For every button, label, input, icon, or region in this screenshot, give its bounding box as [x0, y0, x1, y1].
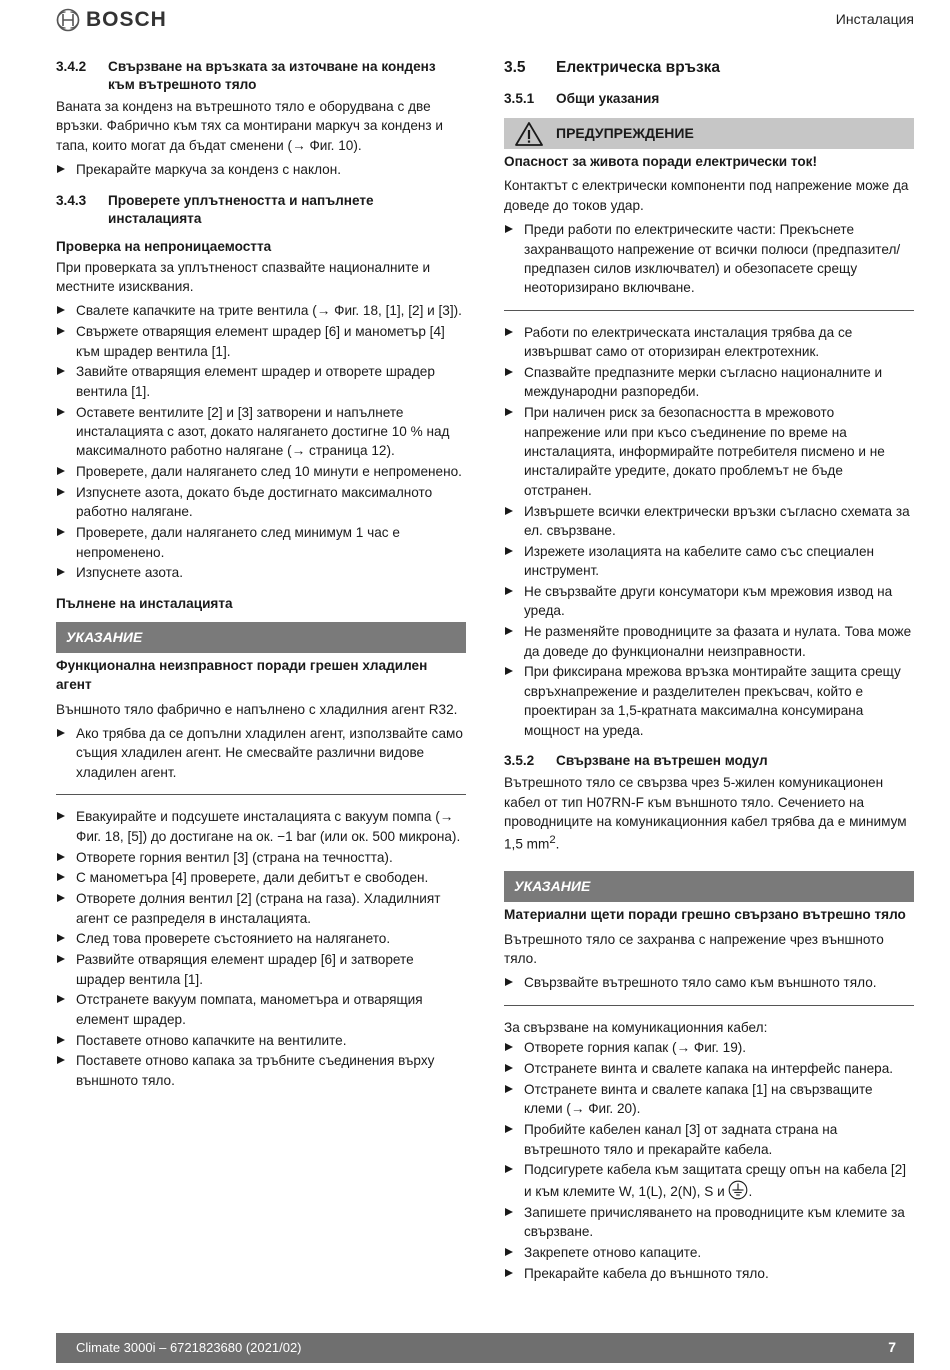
subheading-leak-test: Проверка на непроницаемостта [56, 238, 272, 254]
document-id: Climate 3000i – 6721823680 (2021/02) [76, 1340, 302, 1356]
list-item: Свържете отварящия елемент шрадер [6] и манометър [4] към шрадер вентила [1]. [56, 322, 466, 361]
list-item: Поставете отново капака за тръбните съединения върху външното тяло. [56, 1051, 466, 1090]
paragraph: Вътрешното тяло се захранва с напрежение чрез външното тяло. [504, 931, 884, 967]
list-item: Свалете капачките на трите вентила (→ Фиг. 18, [1], [2] и [3]). [56, 301, 466, 320]
right-column [504, 58, 914, 1288]
list-item: Отворете долния вентил [2] (страна на газа). Хладилният агент се разпределя в инсталацията. [56, 889, 466, 928]
list-item: Прекарайте кабела до външното тяло. [504, 1264, 914, 1283]
list-item: Поставете отново капачките на вентилите. [56, 1031, 466, 1050]
list-item: Изпуснете азота, докато бъде достигнато максималното работно налягане. [56, 483, 466, 522]
subheading-filling: Пълнене на инсталацията [56, 595, 233, 611]
section-title: Свързване на връзката за източване на конденз към вътрешното тяло [108, 59, 436, 92]
warning-triangle-icon [514, 121, 544, 147]
list-item: Запишете причисляването на проводниците към клемите за свързване. [504, 1203, 914, 1242]
list-item: Изпуснете азота. [56, 563, 466, 582]
step-list [504, 973, 914, 992]
brand-name: BOSCH [86, 8, 167, 32]
section-title: Електрическа връзка [556, 59, 721, 76]
section-title: Общи указания [556, 91, 660, 106]
list-item: При фиксирана мрежова връзка монтирайте защита срещу свръхнапрежение и разделителен прекъсвач, който е проектиран за 1,5-кратната максимална консумирана мощност на уреда. [504, 662, 914, 740]
warning-title: Опасност за живота поради електрически ток! [504, 154, 818, 169]
heading-3-4-2 [56, 58, 466, 94]
paragraph: Ваната за конденз на вътрешното тяло е оборудвана с две връзки. Фабрично към тях са монтирани маркуч за конденз и тапа, които могат да бъдат сменени (→ Фиг. 10). [56, 99, 444, 153]
list-item: Извършете всички електрически връзки съгласно схемата за ел. свързване. [504, 502, 914, 541]
notice-bar: УКАЗАНИЕ [504, 871, 914, 902]
list-item: Ако трябва да се допълни хладилен агент, използвайте само същия хладилен агент. Не смесвайте различни видове хладилен агент. [56, 724, 466, 782]
step-list [504, 220, 914, 298]
paragraph: За свързване на комуникационния кабел: [504, 1019, 768, 1035]
section-number: 3.5.1 [504, 91, 535, 106]
left-column [56, 58, 466, 1095]
paragraph: Контактът с електрически компоненти под напрежение може да доведе до токов удар. [504, 178, 909, 213]
notice-title: Материални щети поради грешно свързано вътрешно тяло [504, 907, 906, 923]
section-number: 3.4.2 [56, 59, 87, 74]
list-item: Оставете вентилите [2] и [3] затворени и напълнете инсталацията с азот, докато налягането достигне 10 % над максималното работно налягане (→ страница 12). [56, 403, 466, 461]
list-item: Работи по електрическата инсталация трябва да се извършват само от оторизиран електротехник. [504, 323, 914, 362]
step-list [56, 724, 466, 782]
list-item: Евакуирайте и подсушете инсталацията с вакуум помпа (→ Фиг. 18, [5]) до достигане на ок. −1 bar (или ок. 500 микрона). [56, 807, 466, 846]
section-number: 3.4.3 [56, 192, 87, 208]
list-item: С манометъра [4] проверете, дали дебитът е свободен. [56, 868, 466, 887]
list-item: Отстранете винта и свалете капака на интерфейс панера. [504, 1059, 914, 1078]
section-number: 3.5 [504, 59, 526, 76]
list-item: Изрежете изолацията на кабелите само със специален инструмент. [504, 542, 914, 581]
list-item: Спазвайте предпазните мерки съгласно националните и международни разпоредби. [504, 363, 914, 402]
list-item: Не свързвайте други консуматори към мрежовия извод на уреда. [504, 582, 914, 621]
paragraph: Външното тяло фабрично е напълнено с хладилния агент R32. [56, 701, 458, 717]
list-item: Проверете, дали налягането след минимум 1 час е непроменено. [56, 523, 466, 562]
notice-box [504, 905, 914, 1006]
step-list [504, 1038, 914, 1283]
step-list [504, 323, 914, 740]
page-number: 7 [888, 1339, 896, 1356]
heading-3-5 [504, 58, 914, 78]
step-list [56, 160, 466, 179]
warning-bar [504, 118, 914, 149]
list-item: Завийте отварящия елемент шрадер и отворете шрадер вентила [1]. [56, 362, 466, 401]
list-item: Подсигурете кабела към защитата срещу опън на кабела [2] и към клемите W, 1(L), 2(N), S и . [504, 1160, 914, 1201]
list-item: Прекарайте маркуча за конденз с наклон. [56, 160, 466, 179]
warning-box [504, 152, 914, 311]
list-item: Отворете горния капак (→ Фиг. 19). [504, 1038, 914, 1057]
list-item: Свързвайте вътрешното тяло само към външното тяло. [504, 973, 914, 992]
heading-3-5-1 [504, 90, 914, 108]
step-list [56, 301, 466, 582]
list-item: Пробийте кабелен канал [3] от задната страна на вътрешното тяло и прекарайте кабела. [504, 1120, 914, 1159]
list-item: След това проверете състоянието на налягането. [56, 929, 466, 948]
section-number: 3.5.2 [504, 753, 535, 769]
list-item: Развийте отварящия елемент шрадер [6] и затворете шрадер вентила [1]. [56, 950, 466, 989]
notice-bar: УКАЗАНИЕ [56, 622, 466, 653]
list-item: Преди работи по електрическите части: Прекъснете захранващото напрежение от всички полюси (предпазител/ предпазен силов изключвател) и обезопасете срещу неоторизирано включване. [504, 220, 914, 298]
paragraph: При проверката за уплътненост спазвайте националните и местните изисквания. [56, 259, 431, 295]
section-title: Свързване на вътрешен модул [556, 753, 768, 769]
ground-icon [728, 1180, 748, 1200]
notice-title: Функционална неизправност поради грешен хладилен агент [56, 657, 428, 693]
heading-3-4-3 [56, 192, 466, 228]
list-item: Отстранете винта и свалете капака [1] на свързващите клеми (→ Фиг. 20). [504, 1080, 914, 1119]
list-item: Не разменяйте проводниците за фазата и нулата. Това може да доведе до функционални неизправности. [504, 622, 914, 661]
list-item: Отстранете вакуум помпата, манометъра и отварящия елемент шрадер. [56, 990, 466, 1029]
notice-box [56, 656, 466, 795]
section-title: Инсталация [835, 11, 914, 27]
footer-bar [56, 1333, 914, 1363]
list-item: При наличен риск за безопасността в мрежовото напрежение или при късо съединение по време на инсталацията, информирайте потребителя писмено и не инсталирайте уредите, докато проблемът не бъде отстранен. [504, 403, 914, 500]
paragraph: Вътрешното тяло се свързва чрез 5-жилен комуникационен кабел от тип H07RN-F към външното тяло. Сечението на проводниците на комуникационния кабел трябва да е минимум 1,5 $mm^2$. [504, 775, 907, 852]
list-item: Закрепете отново капаците. [504, 1243, 914, 1262]
section-title: Проверете уплътнеността и напълнете инсталацията [108, 192, 374, 226]
warning-label: ПРЕДУПРЕЖДЕНИЕ [556, 124, 694, 141]
heading-3-5-2 [504, 752, 914, 770]
bosch-armature-icon [56, 8, 80, 32]
list-item: Отворете горния вентил [3] (страна на течността). [56, 848, 466, 867]
step-list [56, 807, 466, 1090]
list-item: Проверете, дали налягането след 10 минути е непроменено. [56, 462, 466, 481]
brand-logo [56, 8, 167, 32]
